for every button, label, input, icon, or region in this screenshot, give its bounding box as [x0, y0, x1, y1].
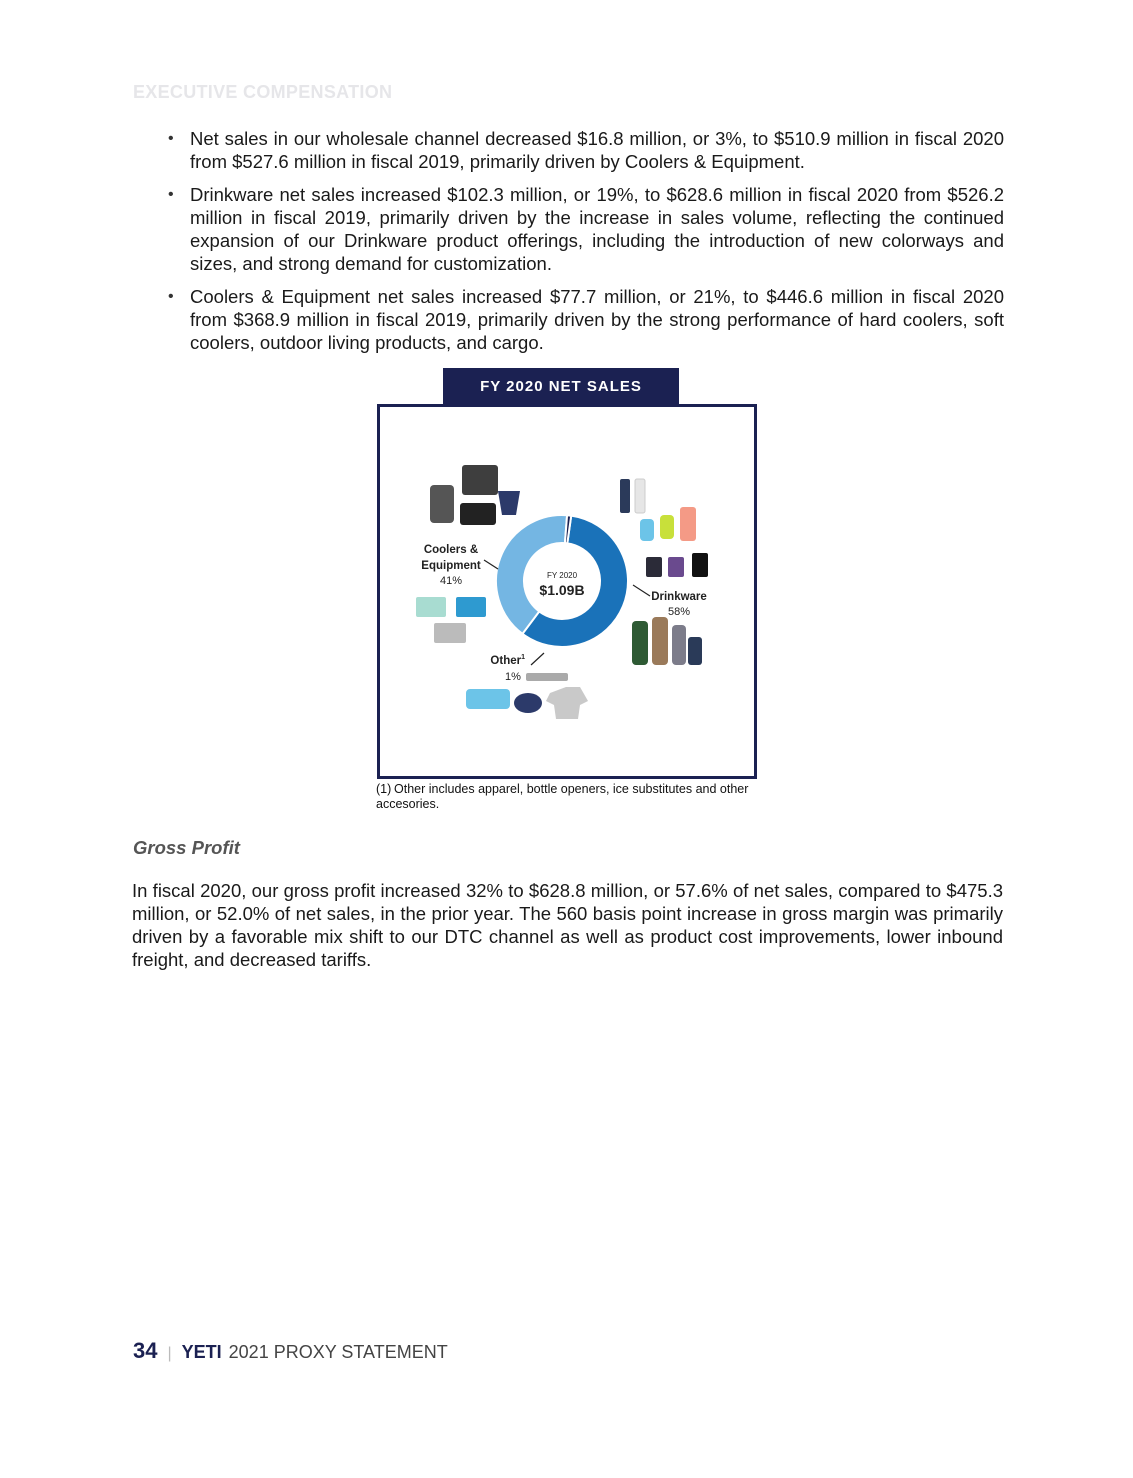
chart-footnote — [376, 782, 756, 812]
mug-black-image — [692, 553, 708, 577]
other-product-images — [466, 673, 588, 719]
bottle-opener-image — [526, 673, 568, 681]
wine-tumbler-lime-image — [660, 515, 674, 539]
coolers-label-line1: Coolers & — [423, 544, 479, 556]
teal-cooler-image — [416, 597, 446, 617]
other-value-label: 1% — [505, 671, 521, 683]
drinkware-value-label: 58% — [667, 606, 691, 618]
mug-purple-image — [668, 557, 684, 577]
page-number: 34 — [133, 1338, 158, 1363]
footer-brand: YETI — [181, 1342, 222, 1362]
coolers-leader-line — [484, 560, 498, 569]
bottle-copper-image — [652, 617, 668, 665]
coolers-value-label: 41% — [439, 575, 463, 587]
tumbler-white-image — [635, 479, 645, 513]
net-sales-chart — [377, 404, 757, 779]
gross-profit-heading: Gross Profit — [133, 837, 240, 858]
donut-slices — [496, 515, 628, 647]
bullet-list — [168, 127, 1004, 364]
other-leader-line — [531, 653, 544, 665]
gray-cooler-image — [434, 623, 466, 643]
gross-profit-paragraph: In fiscal 2020, our gross profit increased 32% to $628.8 million, or 57.6% of net sales, compared to $475.3 million, or 52.0% of net sales, in the prior year. The 560 basis point increase in gross margin was primarily driven by a favorable mix shift to our DTC channel as well as product cost improvements, lower inbound freight, and decreased tariffs. — [132, 880, 1003, 970]
bullet-wholesale: • Net sales in our wholesale channel decreased $16.8 million, or 3%, to $510.9 million in fiscal 2020 from $527.6 million in fiscal 2019, primarily driven by Coolers & Equipment. — [168, 127, 1004, 173]
chart-title: FY 2020 NET SALES — [443, 368, 679, 404]
wine-tumbler-blue-image — [640, 519, 654, 541]
other-label-footnote-mark: 1 — [521, 654, 525, 661]
blue-cooler-image — [456, 597, 486, 617]
drinkware-leader-line — [633, 585, 650, 596]
footer-title: 2021 PROXY STATEMENT — [228, 1342, 448, 1362]
bullet-drinkware: • Drinkware net sales increased $102.3 million, or 19%, to $628.6 million in fiscal 2020 from $526.2 million in fiscal 2019, primarily driven by the increase in sales volume, reflecting the continued expansion of our Drinkware product offerings, including the introduction of new colorways and sizes, and strong demand for customization. — [168, 183, 1004, 275]
apparel-shirt-image — [546, 687, 588, 719]
hard-cooler-image — [460, 503, 496, 525]
footer-separator: | — [167, 1345, 172, 1362]
other-label-text: Other — [490, 655, 522, 667]
hat-image — [514, 693, 542, 713]
ice-substitute-image — [466, 689, 510, 709]
tumbler-navy-image — [620, 479, 630, 513]
tumbler-coral-image — [680, 507, 696, 541]
section-header: EXECUTIVE COMPENSATION — [133, 82, 393, 102]
footnote-text: Other includes apparel, bottle openers, ice substitutes and other accesories. — [376, 782, 749, 811]
bullet-coolers: • Coolers & Equipment net sales increased $77.7 million, or 21%, to $446.6 million in fiscal 2020 from $368.9 million in fiscal 2019, primarily driven by the strong performance of hard coolers, soft coolers, outdoor living products, and cargo. — [168, 285, 1004, 354]
drinkware-label: Drinkware — [651, 591, 707, 603]
donut-center-label: FY 2020 — [546, 571, 578, 580]
footnote-number: (1) — [376, 782, 392, 796]
donut-center-value: $1.09B — [539, 582, 585, 598]
page-footer — [133, 1338, 448, 1364]
bottle-green-image — [632, 621, 648, 665]
other-label — [490, 654, 525, 667]
camp-chair-image — [498, 491, 520, 515]
mug-dark-image — [646, 557, 662, 577]
drinkware-product-images — [620, 479, 708, 665]
bottle-gray-image — [672, 625, 686, 665]
soft-cooler-image — [462, 465, 498, 495]
coolers-label-line2: Equipment — [421, 560, 481, 572]
backpack-image — [430, 485, 454, 523]
can-insulator-image — [688, 637, 702, 665]
donut-chart-svg — [380, 407, 754, 776]
